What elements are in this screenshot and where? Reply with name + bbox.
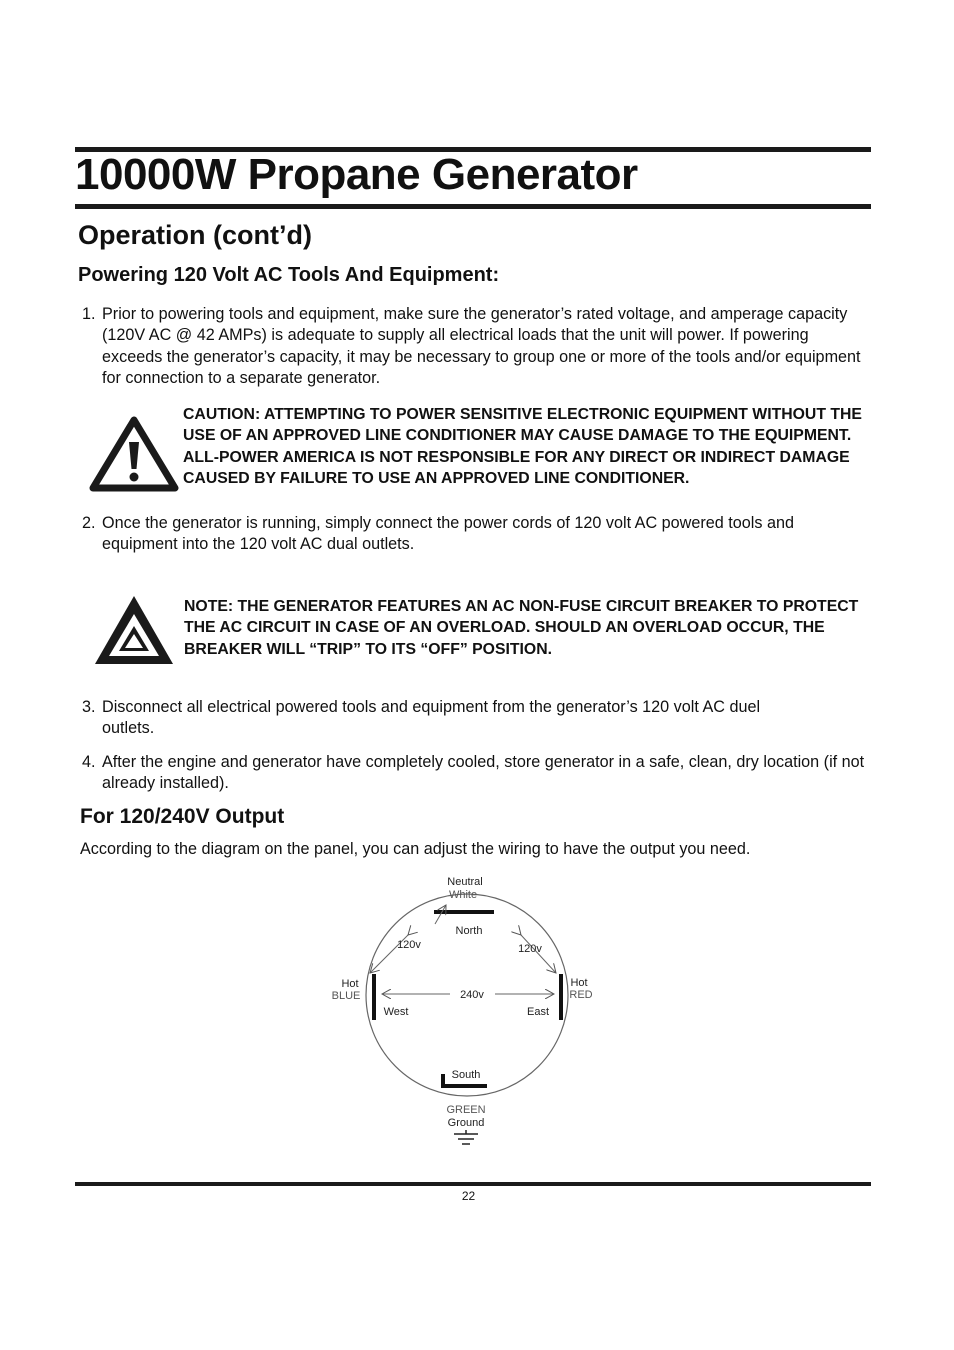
label-ground: Ground: [447, 1117, 485, 1129]
label-red: RED: [569, 989, 593, 1001]
section-title: Operation (cont’d): [78, 220, 312, 250]
arrow-north: [435, 905, 446, 924]
label-green: GREEN: [446, 1104, 486, 1116]
page-title: 10000W Propane Generator: [75, 150, 638, 199]
note-text: NOTE: THE GENERATOR FEATURES AN AC NON-FUSE CIRCUIT BREAKER TO PROTECT THE AC CIRCUIT IN CASE OF AN OVERLOAD. SHOULD AN OVERLOAD OCCUR, THE BREAKER WILL “TRIP” TO ITS “OFF” POSITION.: [184, 598, 859, 658]
label-south: South: [451, 1069, 481, 1081]
step-number: 2.: [82, 514, 96, 532]
ground-symbol-icon: [454, 1130, 478, 1144]
step-text: Disconnect all electrical powered tools and equipment from the generator’s 120 volt AC duel outlets.: [102, 698, 761, 738]
step-number: 1.: [82, 305, 96, 323]
page-number: 22: [461, 1189, 476, 1203]
step-4: [82, 752, 872, 795]
step-number: 4.: [82, 753, 96, 771]
exclamation-warning-icon: [88, 414, 180, 494]
label-120v-left: 120v: [397, 939, 421, 951]
label-east: East: [526, 1006, 550, 1018]
label-neutral: Neutral: [447, 876, 483, 888]
title-underline: [75, 204, 871, 209]
step-text: After the engine and generator have completely cooled, store generator in a safe, clean, dry location (if not already installed).: [102, 753, 865, 793]
label-120v-right: 120v: [518, 943, 542, 955]
label-hot-right: Hot: [570, 977, 588, 989]
output-paragraph: According to the diagram on the panel, you can adjust the wiring to have the output you need.: [80, 840, 751, 858]
caution-text: CAUTION: ATTEMPTING TO POWER SENSITIVE ELECTRONIC EQUIPMENT WITHOUT THE USE OF AN APPROVED LINE CONDITIONER MAY CAUSE DAMAGE TO THE EQUIPMENT. ALL-POWER AMERICA IS NOT RESPONSIBLE FOR ANY DIRECT OR INDIRECT DAMAGE CAUSED BY FAILURE TO USE AN APPROVED LINE CONDITIONER.: [183, 406, 862, 487]
label-240v: 240v: [460, 989, 484, 1001]
step-3: [82, 697, 812, 740]
step-1: [82, 304, 872, 389]
label-hot-left: Hot: [341, 978, 359, 990]
label-white: White: [448, 889, 478, 901]
output-title: For 120/240V Output: [80, 805, 285, 828]
label-north: North: [455, 925, 483, 937]
wiring-diagram: [320, 868, 620, 1158]
label-blue: BLUE: [331, 990, 361, 1002]
triangle-note-icon: [91, 592, 177, 668]
step-text: Prior to powering tools and equipment, make sure the generator’s rated voltage, and amperage capacity (120V AC @ 42 AMPs) is adequate to supply all electrical loads that the unit will power. If powering exceeds the generator’s capacity, it may be necessary to group one or more of the tools and/or equipment for connection to a separate generator.: [102, 305, 861, 387]
label-west: West: [383, 1006, 409, 1018]
step-text: Once the generator is running, simply connect the power cords of 120 volt AC powered tools and equipment into the 120 volt AC dual outlets.: [102, 514, 794, 554]
step-number: 3.: [82, 698, 96, 716]
step-2: [82, 513, 812, 556]
footer-rule: [75, 1182, 871, 1186]
section-subtitle: Powering 120 Volt AC Tools And Equipment:: [78, 264, 500, 286]
